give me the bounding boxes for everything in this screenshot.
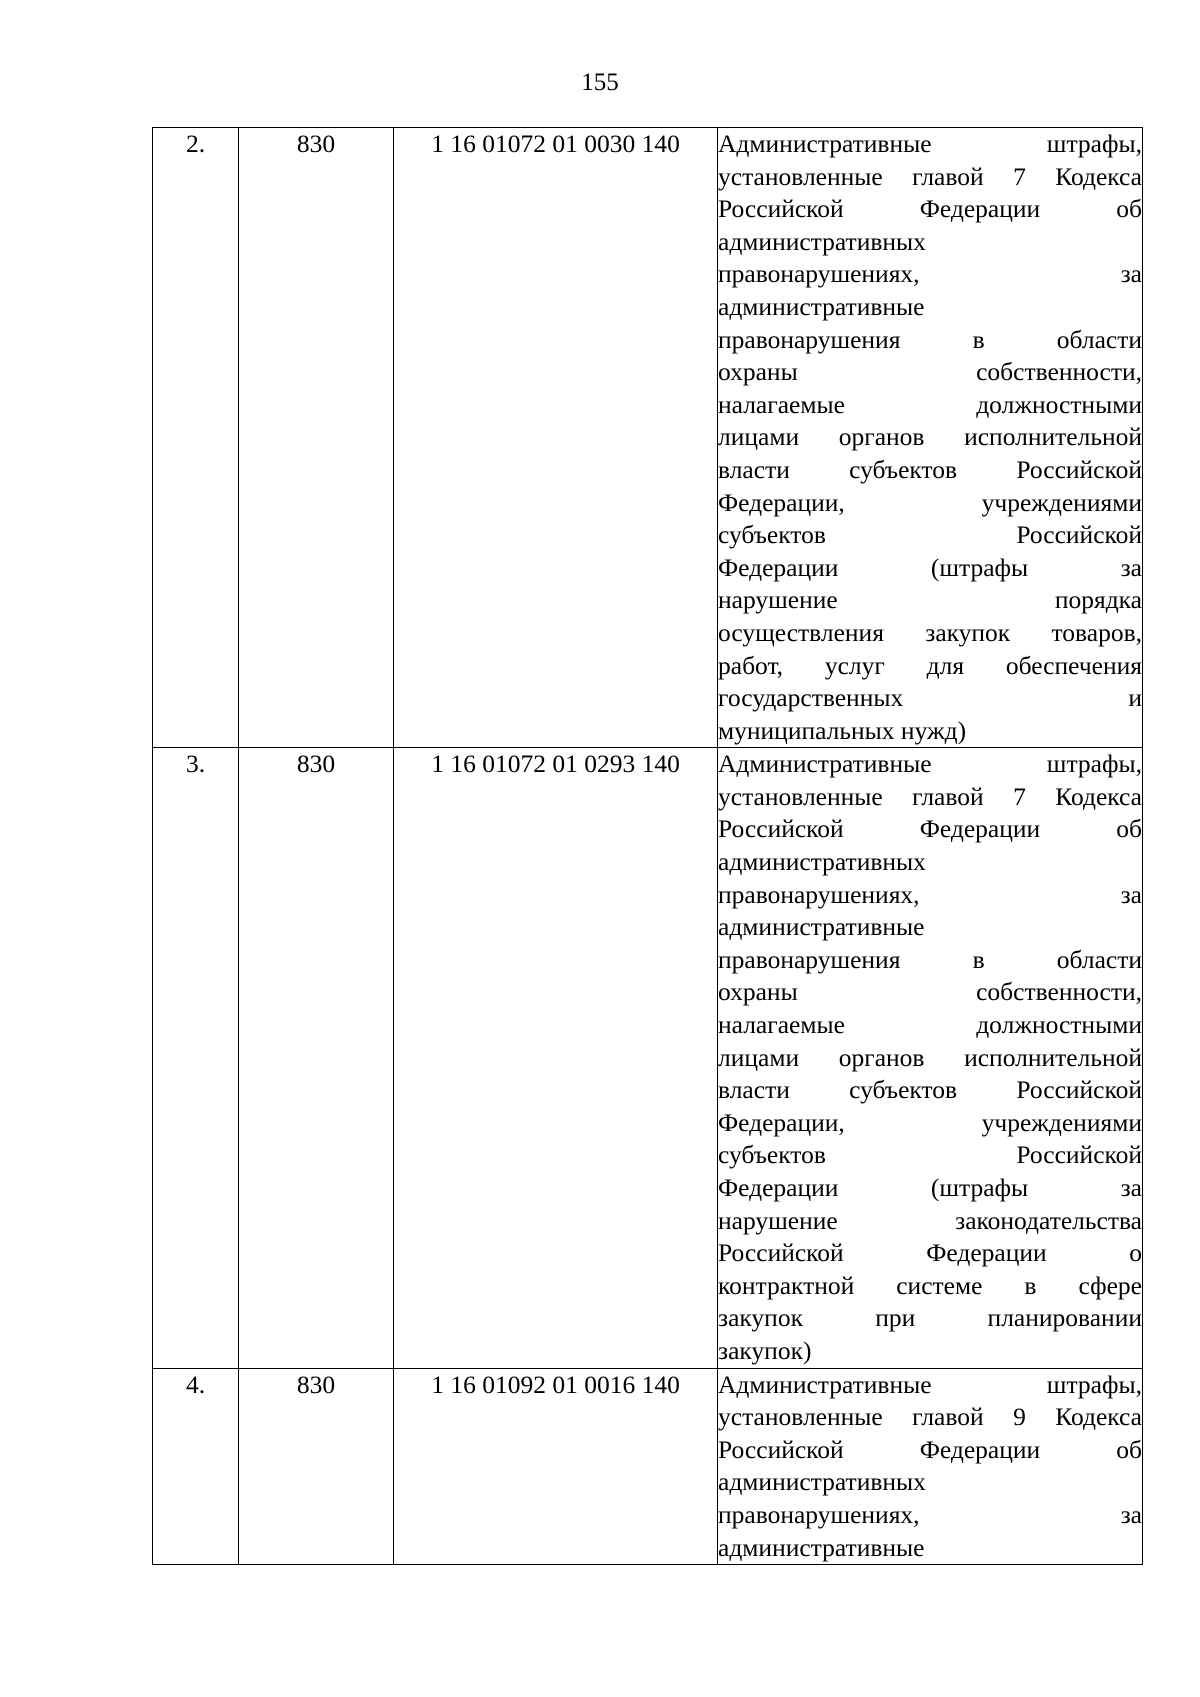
description-line: установленные главой 7 Кодекса [718,781,1142,811]
description-line: лицами органов исполнительной [718,1042,1142,1072]
table-row [153,1368,1143,1565]
description-line: охраны собственности, [718,357,1142,387]
description-line: установленные главой 9 Кодекса [718,1402,1142,1432]
description-line: государственных и [718,683,1142,713]
description-line: Российской Федерации об [718,814,1142,844]
description-line: Административные штрафы, [718,129,1142,158]
revenue-code-cell: 1 16 01092 01 0016 140 [394,1368,718,1565]
description-line: Федерации (штрафы за [718,552,1142,582]
description-line: правонарушениях, за [718,879,1142,909]
administrator-code-cell: 830 [239,748,394,1368]
description-line: Федерации, учреждениями [718,1107,1142,1137]
description-line: нарушение законодательства [718,1205,1142,1235]
description-line: установленные главой 7 Кодекса [718,161,1142,191]
table-row [153,128,1143,748]
description-cell [718,128,1143,748]
description-line: правонарушения в области [718,944,1142,974]
row-number-cell: 2. [153,128,239,748]
description-line: административные [718,291,925,321]
description-line: муниципальных нужд) [718,715,967,745]
table-body [153,128,1143,1565]
row-number-cell: 3. [153,748,239,1368]
description-line: административные [718,1532,925,1562]
description-line: закупок при планировании [718,1303,1142,1333]
description-line: закупок) [718,1335,812,1365]
description-line: контрактной системе в сфере [718,1270,1142,1300]
revenue-codes-table [152,127,1143,1565]
description-line: Федерации (штрафы за [718,1173,1142,1202]
description-line: охраны собственности, [718,977,1142,1007]
description-line: административных [718,847,926,877]
description-line: административных [718,1467,926,1497]
description-line: правонарушениях, за [718,1499,1142,1529]
revenue-code-cell: 1 16 01072 01 0030 140 [394,128,718,748]
description-cell [718,748,1143,1368]
description-line: нарушение порядка [718,585,1142,615]
description-line: лицами органов исполнительной [718,422,1142,452]
page-number: 155 [581,69,619,96]
description-line: субъектов Российской [718,520,1142,550]
description-line: Российской Федерации об [718,1434,1142,1464]
row-number-cell: 4. [153,1368,239,1565]
description-line: Российской Федерации об [718,194,1142,224]
description-cell [718,1368,1143,1565]
description-line: осуществления закупок товаров, [718,617,1142,647]
description-line: работ, услуг для обеспечения [718,650,1142,680]
description-line: Административные штрафы, [718,1369,1142,1399]
description-line: Российской Федерации о [718,1238,1142,1268]
description-line: административные [718,912,925,942]
description-line: Федерации, учреждениями [718,487,1142,517]
description-line: налагаемые должностными [718,389,1142,419]
description-line: Административные штрафы, [718,749,1142,779]
description-line: налагаемые должностными [718,1010,1142,1040]
description-line: административных [718,226,926,256]
description-line: власти субъектов Российской [718,1075,1142,1105]
administrator-code-cell: 830 [239,1368,394,1565]
description-line: субъектов Российской [718,1140,1142,1170]
description-line: власти субъектов Российской [718,454,1142,484]
description-line: правонарушения в области [718,324,1142,354]
revenue-code-cell: 1 16 01072 01 0293 140 [394,748,718,1368]
administrator-code-cell: 830 [239,128,394,748]
table-row [153,748,1143,1368]
description-line: правонарушениях, за [718,259,1142,289]
